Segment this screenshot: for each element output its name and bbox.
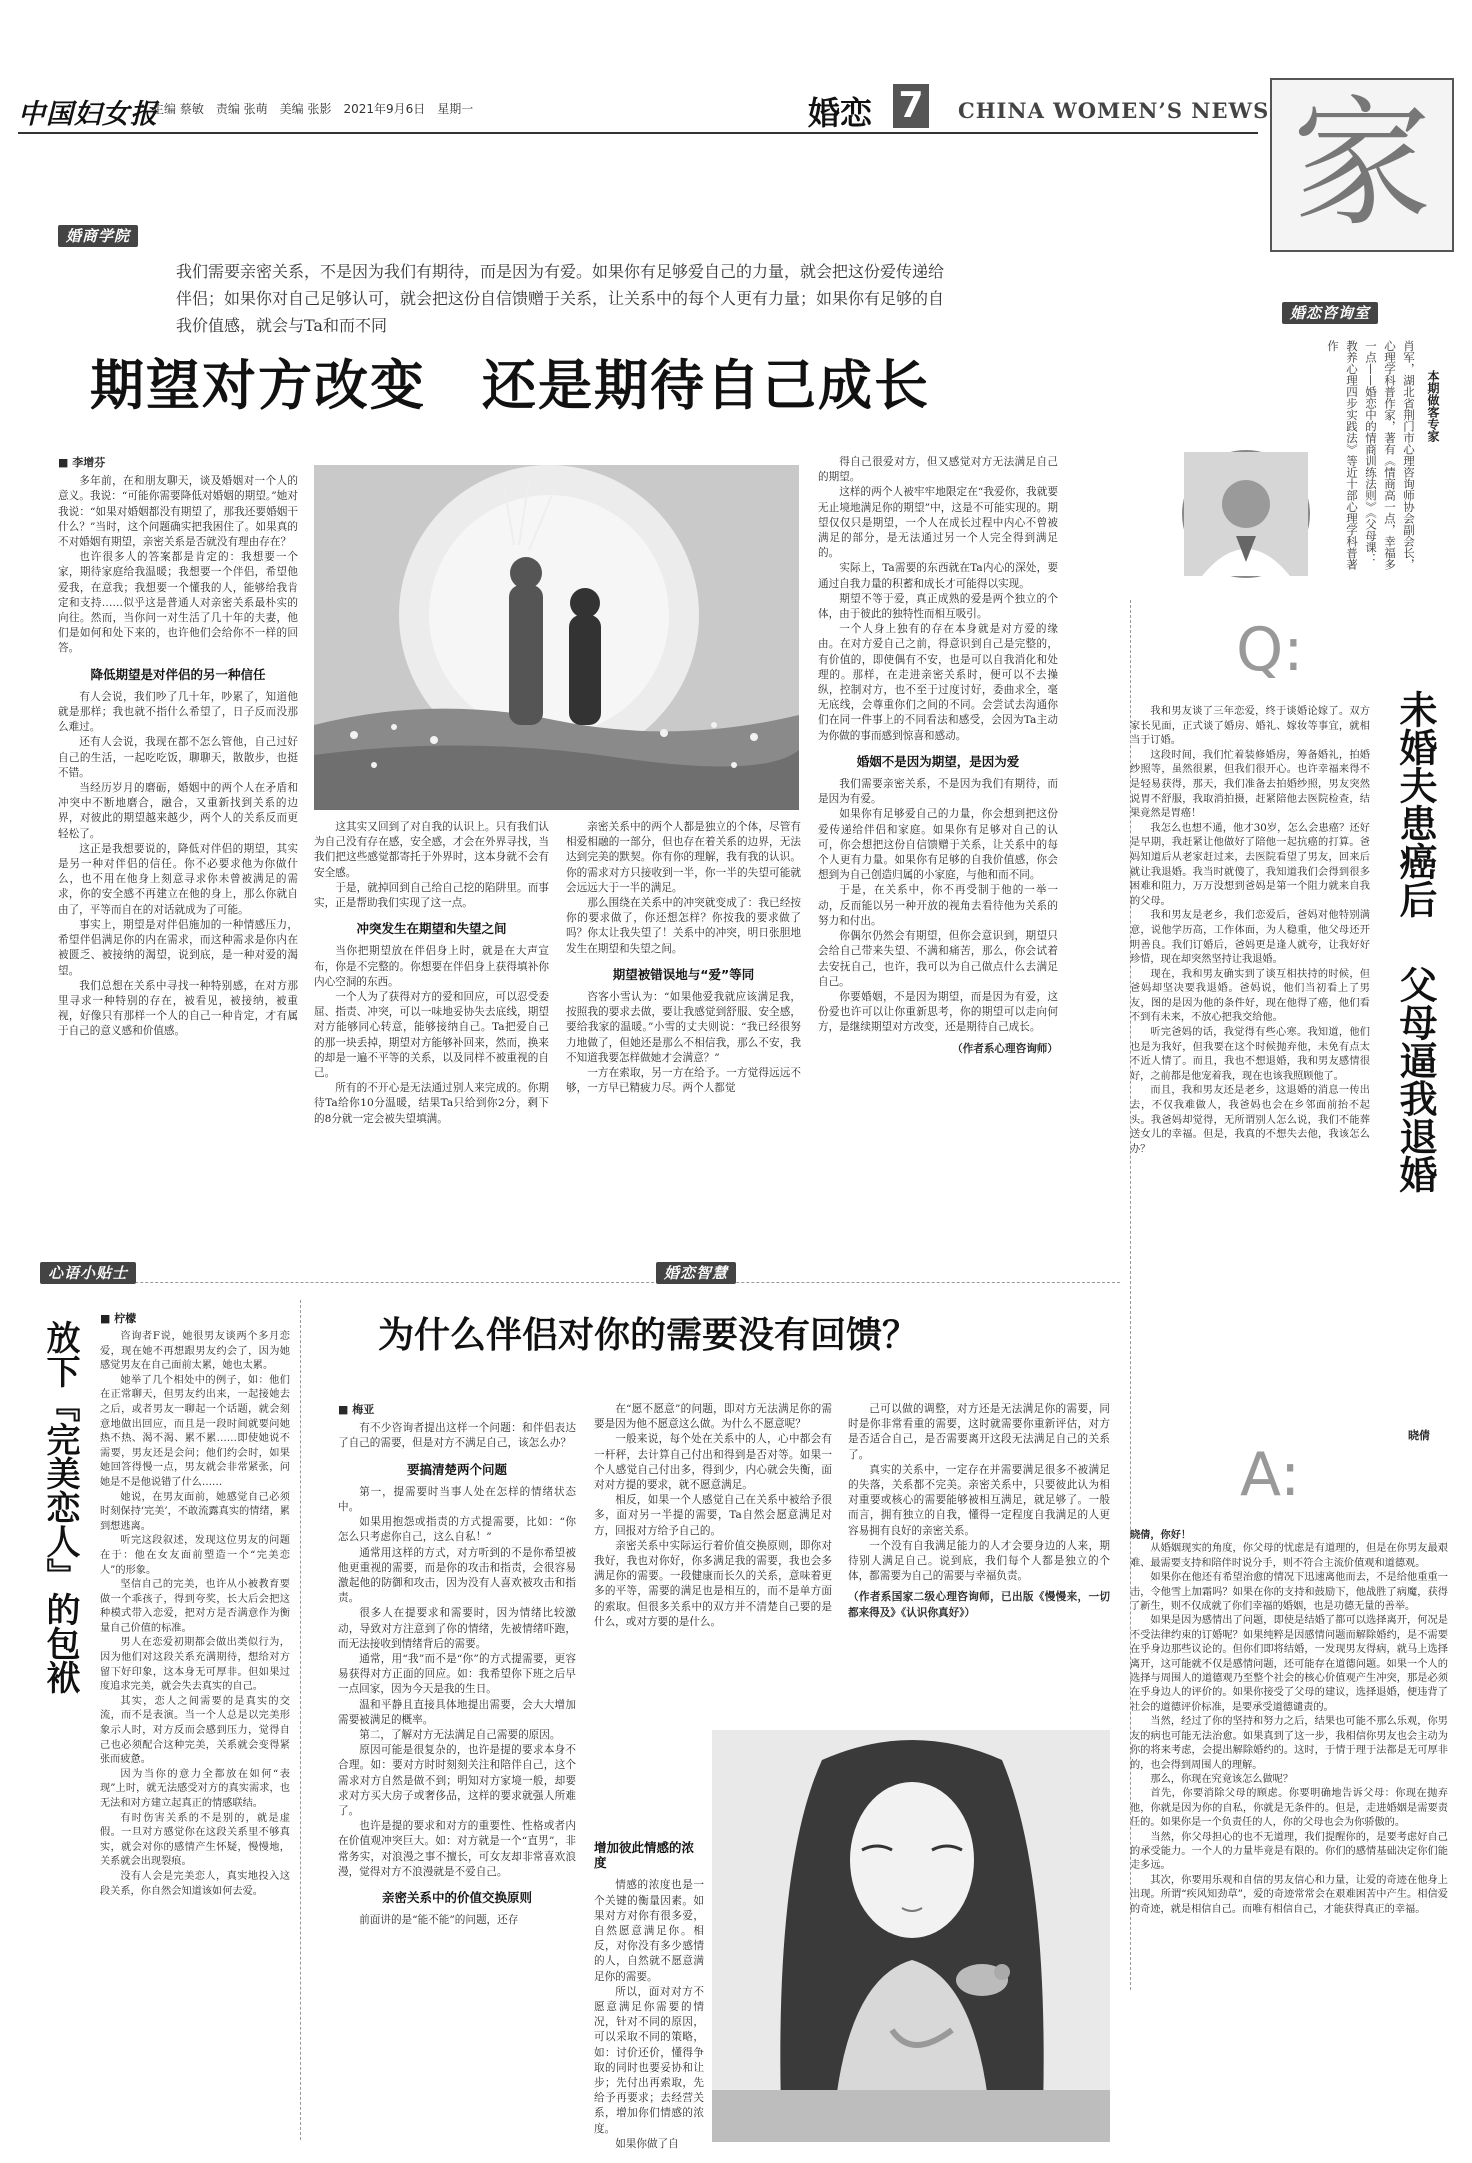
woman-bird-illustration	[712, 1730, 1110, 2142]
tag-consultation-room: 婚恋咨询室	[1282, 302, 1378, 323]
page-number: 7	[893, 84, 929, 128]
subheading: 期望被错误地与“爱”等同	[612, 966, 755, 982]
home-emblem	[1270, 78, 1454, 252]
masthead-editors: 主编 蔡敏 责编 张萌 美编 张影 2021年9月6日 星期一	[152, 102, 474, 116]
expert-bio: 肖军，湖北省荆门市心理咨询师协会副会长，心理学科普作家，著有《情商高一点，幸福多一点——婚恋中的情商训练法则》《父母课：教养心理四步实践法》等近十部心理学科普著作	[1326, 340, 1416, 570]
couple-moon-illustration	[314, 465, 799, 810]
article1-column-2: 这其实又回到了对自我的认识上。只有我们认为自己没有存在感，安全感，才会在外界寻找，当我们把这些感觉都寄托于外界时，这本身就不会有安全感。 于是，就掉回到自己给自己挖的陷阱里。而事实，正是帮助我们实现了这一点。 冲突发生在期望和失望之间 当你把期望放在伴侣身上时，就是在大声宣布，你是不完整的。你想要在伴侣身上获得填补你内心空洞的东西。 一个人为了获得对方的爱和回应，可以忍受委屈、指责、冲突，可以一味地妥协失去底线，期望对方能够同心转意，能够接纳自己。Ta把爱自己的那一块丢掉，期望对方能够补回来，然而，换来的却是一遍不平等的关系，以及同样不被重视的自己。 所有的不开心是无法通过别人来完成的。你期待Ta给你10分温暖，结果Ta只给到你2分，剩下的8分就一定会被失望填满。	[314, 821, 549, 1125]
subheading: 降低期望是对伴侣的另一种信任	[90, 666, 266, 682]
article3-title: 为什么伴侣对你的需要没有回馈？	[378, 1314, 919, 1356]
tag-heart-tips: 心语小贴士	[40, 1262, 136, 1283]
article3-column-2: 在“愿不愿意”的问题，即对方无法满足你的需要是因为他不愿意这么做。为什么不愿意呢？ 一般来说，每个处在关系中的人，心中都会有一杆秤，去计算自己付出和得到是否对等。如果一个人感觉自己付出多，得到少，内心就会失衡，面对对方提的要求，就不愿意满足。 相反，如果一个人感觉自己在关系中被给予很多，面对另一半提的需要，Ta自然会愿意满足对方，回报对方给予自己的。 亲密关系中实际运行着价值交换原则，即你对我好，我也对你好，你多满足我的需要，我也会多满足你的需要。一段健康而长久的关系，意味着更多的平等，需要的满足也是相互的，而不是单方面的索取。但很多关系中的双方并不清楚自己要的是什么，或对方要的是什么。	[594, 1403, 832, 1628]
q-letter: Q:	[1236, 615, 1304, 685]
article1-column-3: 亲密关系中的两个人都是独立的个体，尽管有相爱相融的一部分，但也存在着关系的边界，无法达到完美的默契。你有你的理解，我有我的认识。你的需求对方只接收到一半，你一半的失望可能就会远远大于一半的满足。 那么围绕在关系中的冲突就变成了：我已经按你的要求做了，你还想怎样？你按我的要求做了吗？你太让我失望了！关系中的冲突，明日张胆地发生在期望和失望之间。 期望被错误地与“爱”等同 咨客小雪认为：“如果他爱我就应该满足我，按照我的要求去做，要让我感觉到舒服、安全感，要给我家的温暖。”小雪的丈夫则说：“我已经很努力地做了，但她还是那么不相信我，那么不安，我不知道我要怎样做她才会满意？” 一方在索取，另一方在给予。一方觉得远远不够，一方早已精疲力尽。两个人都觉	[566, 821, 801, 1095]
article3-column-1: ■ 梅亚 有不少咨询者提出这样一个问题：和伴侣表达了自己的需要，但是对方不满足自己，该怎么办？ 要搞清楚两个问题 第一，提需要时当事人处在怎样的情绪状态中。 如果用抱怨或指责的方式提需要，比如：“你怎么只考虑你自己，这么自私！” 通常用这样的方式，对方听到的不是你希望被他更重视的需要，而是你的攻击和指责，会很容易激起他的防御和攻击，因为没有人喜欢被攻击和指责。 很多人在提要求和需要时，因为情绪比较激动，导致对方注意到了你的情绪，先被情绪吓跑，而无法接收到情绪背后的需要。 通常，用“我”而不是“你”的方式提需要，更容易获得对方正面的回应。如：我希望你下班之后早一点回家，因为今天是我的生日。 温和平静且直接具体地提出需要，会大大增加需要被满足的概率。 第二，了解对方无法满足自己需要的原因。 原因可能是很复杂的，也许是提的要求本身不合理。如：要对方时时刻刻关注和陪伴自己，这个需求对方自然是做不到；明知对方家境一般，却要求对方买大房子或奢侈品，这样的要求就强人所难了。 也许是提的要求和对方的重要性、性格或者内在价值观冲突巨大。如：对方就是一个“直男”，非常务实，对浪漫之事不擅长，可女友却非常喜欢浪漫，觉得对方不浪漫就是不爱自己。 亲密关系中的价值交换原则 前面讲的是“能不能”的问题，还存	[338, 1403, 576, 1927]
article1-column-1: ■ 李增芬 多年前，在和朋友聊天，谈及婚姻对一个人的意义。我说：“可能你需要降低对婚姻的期望。”她对我说：“如果对婚姻都没有期望了，那我还要婚姻干什么？”当时，这个问题确实把我困住了。如果真的不对婚姻有期望，亲密关系是否就没有理由存在？ 也许很多人的答案都是肯定的：我想要一个家，期待家庭给我温暖；我想要一个伴侣，希望他爱我，在意我；我想要一个懂我的人，能够给我肯定和支持……似乎这是普通人对亲密关系最朴实的向往。然而，当你问一对生活了几十年的夫妻，他们是如何和处下来的，也许他们会给你不一样的回答。 降低期望是对伴侣的另一种信任 有人会说，我们吵了几十年，吵累了，知道他就是那样；我也就不指什么希望了，日子反而没那么难过。 还有人会说，我现在都不怎么管他，自己过好自己的生活，一起吃吃饭，聊聊天，散散步，也挺不错。 当经历岁月的磨砺，婚姻中的两个人在矛盾和冲突中不断地磨合，融合，又重新找到关系的边界，对彼此的期望越来越少，两个人的关系反而更轻松了。 这正是我想要说的，降低对伴侣的期望，其实是另一种对伴侣的信任。你不必要求他为你做什么，也不用在他身上刻意寻求你未曾被满足的需求，你的安全感不再建立在他的身上，那么你就自由了，平等而自在的对话就成为了可能。 事实上，期望是对伴侣施加的一种情感压力，希望伴侣满足你的内在需求，而这种需求是你内在被匮乏、被接纳的渴望，说到底，是一种对爱的渴望。 我们总想在关系中寻找一种特别感，在对方那里寻求一种特别的存在，被看见，被接纳，被重视，好像只有那样一个人的自己一种肯定，才有属于自己的意义感和价值感。	[58, 456, 298, 1038]
subheading: 要搞清楚两个问题	[406, 1461, 507, 1477]
newspaper-logo: 中国妇女报	[18, 99, 158, 130]
answer-body: 晓倩，你好！ 从婚姻现实的角度，你父母的忧虑是有道理的，但是在你男友最艰难、最需要支持和陪伴时说分手，则不符合主流价值观和道德观。 如果你在他还有希望治愈的情况下迅速离他而去，不是给他重重一击，令他雪上加霜吗？如果在你的支持和鼓励下，他战胜了病魔，获得了新生，则不仅成就了你们幸福的婚姻，也是功德无量的善举。 如果是因为感情出了问题，即使是结婚了都可以选择离开，何况是不受法律约束的订婚呢？如果纯粹是因感情问题而解除婚约，是不需要在乎身边那些议论的。但你们即将结婚，一发现男友得病，就马上选择离开，这可能就不仅是感情问题，还可能存在道德问题。如果一个人的选择与周围人的道德观乃至整个社会的核心价值观产生冲突，那是必须在乎身边人的评价的。如果你接受了父母的建议，选择退婚，便违背了社会的道德评价标准，是要承受道德谴责的。 当然，经过了你的坚持和努力之后，结果也可能不那么乐观，你男友的病也可能无法治愈。如果真到了这一步，我相信你男友也会主动为你的将来考虑，会提出解除婚约的。这时，于情于理于法都是无可厚非的，也会得到周围人的理解。 那么，你现在究竟该怎么做呢？ 首先，你要消除父母的顾虑。你要明确地告诉父母：你现在抛弃他，你就是因为你的自私，你就是无条件的。但是，走进婚姻是需要责任的。如果你是一个负责任的人，你的父母也会为你骄傲的。 当然，你父母担心的也不无道理，我们提醒你的，是要考虑好自己的承受能力。一个人的力量毕竟是有限的。你们的感情基础决定你们能走多远。 其次，你要用乐观和自信的男友信心和力量，让爱的奇迹在他身上出现。所谓“疾风知劲草”，爱的奇迹常常会在艰难困苦中产生。相信爱的奇迹，就是相信自己。而唯有相信自己，才能获得真正的幸福。	[1130, 1529, 1448, 1915]
article2-body: 咨询者F说，她很男友谈两个多月恋爱，现在她不再想跟男友约会了，因为她感觉男友在自己面前太累，她也太累。 她举了几个相处中的例子，如：他们在正常聊天，但男友约出来，一起接她去之后，或者男友一聊起一个话题，就会刻意地做出回应，而且是一段时间就要问她热不热、渴不渴、累不累……即使她说不需要，男友还是会问；他们约会时，如果她回答得慢一点，男友就会非常紧张，问她是不是他说错了什么…… 她说，在男友面前，她感觉自己必须时刻保持‘完美’，不敢流露真实的情绪，累到想逃离。 听完这段叙述，发现这位男友的问题在于：他在女友面前塑造一个“完美恋人”的形象。 坚信自己的完美，也许从小被教育要做一个乖孩子，得到夸奖，长大后会把这种模式带入恋爱，把对方是否满意作为衡量自己价值的标准。 男人在恋爱初期都会做出类似行为，因为他们对这段关系充满期待，想给对方留下好印象，这本身无可厚非。但如果过度追求完美，就会失去真实的自己。 其实，恋人之间需要的是真实的交流，而不是表演。当一个人总是以完美形象示人时，对方反而会感到压力，觉得自己也必须配合这种完美，关系就会变得紧张而疲惫。 因为当你的意力全都放在如何“表现”上时，就无法感受对方的真实需求，也无法和对方建立起真正的情感联结。 有时伤害关系的不是别的，就是虚假。一旦对方感觉你在这段关系里不够真实，就会对你的感情产生怀疑，慢慢地，关系就会出现裂痕。 没有人会是完美恋人，真实地投入这段关系，你自然会知道该如何去爱。	[100, 1331, 290, 1897]
article2-title: 放下『完美恋人』的包袱	[40, 1320, 80, 1694]
author-note: （作者系心理咨询师）	[952, 1042, 1058, 1055]
author-note: （作者系国家二级心理咨询师，已出版《慢慢来，一切都来得及》《认识你真好》）	[848, 1591, 1110, 1619]
article1-title: 期望对方改变 还是期待自己成长	[90, 353, 930, 417]
subheading: 亲密关系中的价值交换原则	[381, 1890, 532, 1906]
expert-label: 本期做客专家	[1426, 370, 1440, 442]
english-title: CHINA WOMEN’S NEWS	[958, 98, 1270, 123]
home-character: 家	[1291, 83, 1432, 246]
article1-column-4: 得自己很爱对方，但又感觉对方无法满足自己的期望。 这样的两个人被牢牢地限定在“我爱你，我就要无止境地满足你的期望”中，这是不可能实现的。期望仅仅只是期望，一个人在成长过程中内心不曾被满足的部分，是无法通过另一个人完全得到满足的。 实际上，Ta需要的东西就在Ta内心的深处，要通过自我力量的积蓄和成长才可能得以实现。 期望不等于爱，真正成熟的爱是两个独立的个体，由于彼此的独特性而相互吸引。 一个人身上独有的存在本身就是对方爱的缘由。在对方爱自己之前，得意识到自己是完整的，有价值的，即使偶有不安，也是可以自我消化和处理的。那样，在走进亲密关系时，便可以不去操纵，控制对方，也不至于过度讨好，委曲求全，毫无底线，会尊重你们之间的不同。会尝试去沟通你们在同一件事上的不同看法和感受，会因为Ta主动为你做的事而感到惊喜和感动。 婚姻不是因为期望，是因为爱 我们需要亲密关系，不是因为我们有期待，而是因为有爱。 如果你有足够爱自己的力量，你会想到把这份爱传递给伴侣和家庭。如果你有足够对自己的认可，你会想把这份自信馈赠于关系，让关系中的每个人更有力量。如果你有足够的自我价值感，你会想到为自己创造归属的小家庭，与他和而不同。 于是，在关系中，你不再受制于他的一举一动，反而能以另一种开放的视角去看待他为关系的努力和付出。 你偶尔仍然会有期望，但你会意识到，期望只会给自己带来失望、不满和痛苦，那么，你会试着去安抚自己，也许，我可以为自己做点什么去满足自己。 你要婚姻，不是因为期望，而是因为有爱，这份爱也许可以让你重新思考，你的期望可以走向何方，是继续期望对方改变，还是期待自己成长。 （作者系心理咨询师）	[818, 455, 1058, 1285]
tag-marriage-school: 婚商学院	[58, 225, 138, 246]
article2-byline: ■ 柠檬	[100, 1312, 137, 1325]
tag-love-wisdom: 婚恋智慧	[656, 1262, 736, 1283]
article3-column-2b: 增加彼此情感的浓度 情感的浓度也是一个关键的衡量因素。如果对方对你有很多爱，自然愿意满足你。相反，对你没有多少感情的人，自然就不愿意满足你的需要。 所以，面对对方不愿意满足你需要的情况，针对不同的原因，可以采取不同的策略，如：讨价还价，懂得争取的同时也要妥协和让步；先付出再索取，先给予再要求；去经营关系，增加你们情感的浓度。 如果你做了自	[594, 1840, 704, 2150]
question-body: 我和男友谈了三年恋爱，终于谈婚论嫁了。双方家长见面，正式谈了婚房、婚礼、嫁妆等事宜，就相当于订婚。 这段时间，我们忙着装修婚房，筹备婚礼，拍婚纱照等，虽然很累，但我们很开心。也许幸福来得不是轻易获得，那天，我们准备去拍婚纱照，男友突然说胃不舒服，我取消拍摄，赶紧陪他去医院检查，结果竟然是胃癌！ 我怎么也想不通，他才30岁，怎么会患癌？还好是早期，我赶紧让他做好了陪他一起抗癌的打算。爸妈知道后从老家赶过来，去医院看望了男友，回来后就让我退婚。我当时就傻了，我知道我们会得到很多困难和阻力，万万没想到爸妈是第一个阻力就来自我的父母。 我和男友是老乡，我们恋爱后，爸妈对他特别满意，说他学历高，工作体面，为人稳重，他父母还开明善良。我们订婚后，爸妈更是逢人就夸，让我好好珍惜，现在却突然坚持让我退婚。 现在，我和男友确实到了谈互相扶持的时候，但爸妈却坚决要我退婚。爸妈说，他们当初看上了男友，图的是因为他的条件好，现在他得了癌，他们看不到有未来，不放心把我交给他。 听完爸妈的话，我觉得有些心寒。我知道，他们也是为我好，但我要在这个时候抛弃他，未免有点太不近人情了。而且，我也不想退婚，我和男友感情很好，之前都是他宠着我，现在也该我照顾他了。 而且，我和男友还是老乡，这退婚的消息一传出去，不仅我难做人，我爸妈也会在乡邻面前抬不起头。我爸妈却觉得，无所谓别人怎么说，我们不能葬送女儿的幸福。但是，我真的不想失去他，我该怎么办？	[1130, 706, 1370, 1155]
subheading: 冲突发生在期望和失望之间	[356, 921, 507, 937]
question-signature: 晓倩	[1408, 1429, 1430, 1442]
section-name: 婚恋	[808, 94, 873, 132]
article3-column-3: 己可以做的调整，对方还是无法满足你的需要，同时是你非常看重的需要，这时就需要你重新评估，对方是否适合自己，是否需要离开这段无法满足自己的关系了。 真实的关系中，一定存在并需要满足很多不被满足的失落，关系都不完美。亲密关系中，只要彼此认为相对重要或核心的需要能够被相互满足，就足够了。一般而言，拥有独立的自我，懂得一定程度自我满足的人更容易拥有良好的亲密关系。 一个没有自我满足能力的人才会要身边的人来，期待别人满足自己。说到底，我们每个人都是独立的个体，都需要为自己的需要与幸福负责。 （作者系国家二级心理咨询师，已出版《慢慢来，一切都来得及》《认识你真好》）	[848, 1402, 1110, 1722]
article1-lead: 我们需要亲密关系，不是因为我们有期待，而是因为有爱。如果你有足够爱自己的力量，就会把这份爱传递给伴侣；如果你对自己足够认可，就会把这份自信馈赠于关系，让关系中的每个人更有力量；如果你有足够的自我价值感，就会与Ta和而不同	[176, 262, 945, 335]
consult-title-1: 未婚夫患癌后	[1393, 690, 1438, 918]
a-letter: A:	[1240, 1440, 1301, 1510]
consult-title-2: 父母逼我退婚	[1393, 965, 1438, 1193]
expert-portrait	[1182, 450, 1310, 578]
subheading: 增加彼此情感的浓度	[594, 1840, 695, 1871]
subheading: 婚姻不是因为期望，是因为爱	[856, 753, 1020, 769]
